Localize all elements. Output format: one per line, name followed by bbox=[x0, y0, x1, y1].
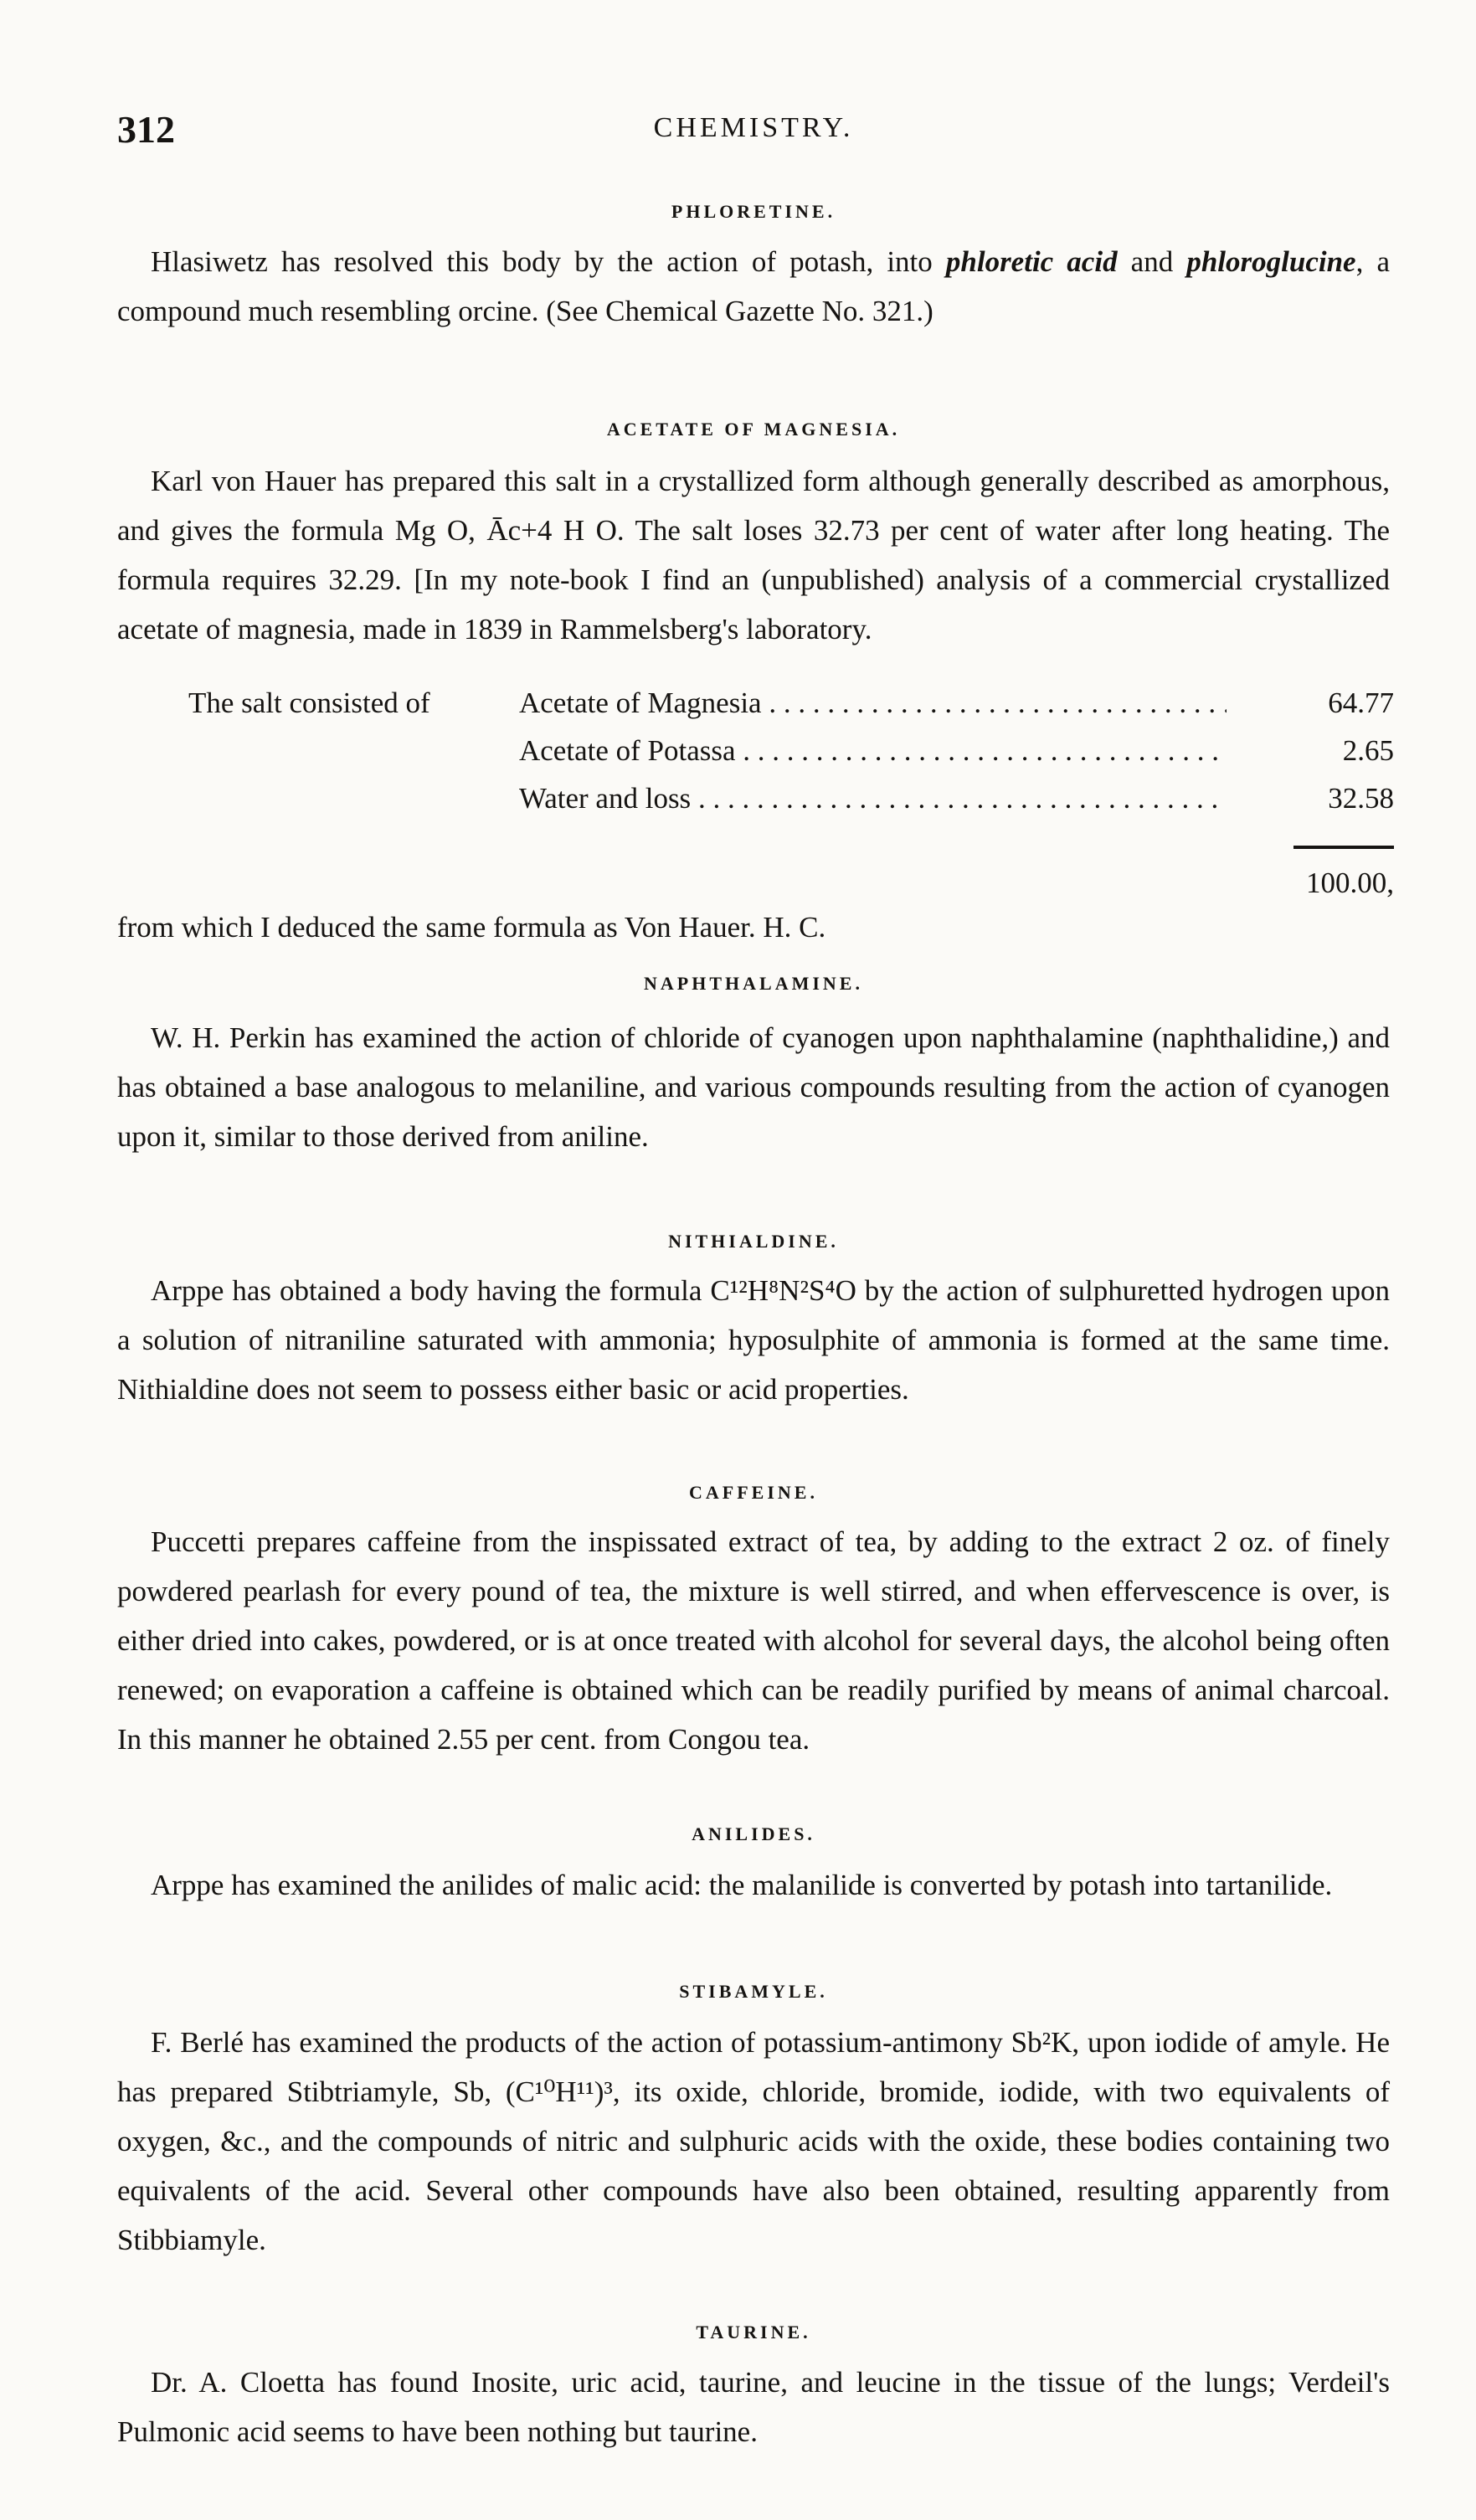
composition-row bbox=[188, 687, 1394, 734]
composition-total: 100.00, bbox=[1306, 867, 1394, 899]
paragraph-acetate-of-magnesia bbox=[117, 456, 1390, 654]
section-title-caffeine: CAFFEINE. bbox=[689, 1482, 818, 1503]
phloretine-text-3: , a compound much resembling orcine. (See Chemical Gazette No. 321.) bbox=[117, 245, 1390, 327]
composition-row bbox=[188, 782, 1394, 830]
paragraph-naphthalamine bbox=[117, 1013, 1390, 1161]
composition-item-value: 32.58 bbox=[1328, 782, 1394, 815]
phloretine-text-2: and bbox=[1117, 245, 1187, 278]
taurine-text: Dr. A. Cloetta has found Inosite, uric acid, taurine, and leucine in the tissue of the lungs; Verdeil's Pulmonic acid seems to have been nothing but taurine. bbox=[117, 2366, 1390, 2448]
stibamyle-text: F. Berlé has examined the products of the action of potassium-antimony Sb²K, upon iodide of amyle. He has prepared Stibtriamyle, Sb, (C¹⁰H¹¹)³, its oxide, chloride, bromide, iodide, with two equivalents of oxygen, &c., and the compounds of nitric and sulphuric acids with the oxide, these bodies containing two equivalents of the acid. Several other compounds have also been obtained, resulting apparently from Stibbiamyle. bbox=[117, 2026, 1390, 2256]
composition-item-name: Acetate of Potassa . . . bbox=[519, 734, 1227, 768]
section-title-stibamyle: STIBAMYLE. bbox=[679, 1981, 828, 2002]
paragraph-anilides bbox=[117, 1860, 1390, 1910]
page-number: 312 bbox=[117, 108, 175, 151]
section-title-phloretine: PHLORETINE. bbox=[671, 201, 836, 222]
caffeine-text: Puccetti prepares caffeine from the inspissated extract of tea, by adding to the extract 2 oz. of finely powdered pearlash for every pound of tea, the mixture is well stirred, and when effervescence is over, is either dried into cakes, powdered, or is at once treated with alcohol for several days, the alcohol being often renewed; on evaporation a caffeine is obtained which can be readily purified by means of animal charcoal. In this manner he obtained 2.55 per cent. from Congou tea. bbox=[117, 1525, 1390, 1756]
paragraph-caffeine bbox=[117, 1517, 1390, 1764]
section-title-naphthalamine: NAPHTHALAMINE. bbox=[644, 973, 863, 994]
composition-item-name: Water and loss . . . bbox=[519, 782, 1227, 815]
composition-item-value: 64.77 bbox=[1328, 687, 1394, 719]
paragraph-taurine bbox=[117, 2358, 1390, 2456]
sum-rule bbox=[1293, 846, 1394, 849]
paragraph-stibamyle bbox=[117, 2018, 1390, 2265]
section-title-acetate-of-magnesia: ACETATE OF MAGNESIA. bbox=[606, 419, 901, 440]
section-title-taurine: TAURINE. bbox=[696, 2322, 811, 2343]
composition-intro: The salt consisted of bbox=[188, 687, 430, 719]
acetate-text: Karl von Hauer has prepared this salt in a crystallized form although generally described as amorphous, and gives the formula Mg O, Āc+4 H O. The salt loses 32.73 per cent of water after long heating. The formula requires 32.29. [In my note-book I find an (unpublished) analysis of a commercial crystallized acetate of magnesia, made in 1839 in Rammelsberg's laboratory. bbox=[117, 465, 1390, 645]
nithialdine-text: Arppe has obtained a body having the formula C¹²H⁸N²S⁴O by the action of sulphuretted hydrogen upon a solution of nitraniline saturated with ammonia; hyposulphite of ammonia is formed at the same time. Nithialdine does not seem to possess either basic or acid properties. bbox=[117, 1274, 1390, 1406]
paragraph-acetate-closing bbox=[117, 903, 1390, 952]
anilides-text: Arppe has examined the anilides of malic acid: the malanilide is converted by potash into tartanilide. bbox=[151, 1869, 1333, 1901]
page-header bbox=[117, 107, 1390, 157]
section-title-nithialdine: NITHIALDINE. bbox=[668, 1231, 839, 1252]
composition-item-value: 2.65 bbox=[1342, 734, 1394, 767]
running-title: CHEMISTRY. bbox=[653, 112, 854, 143]
phloretine-italic-2: phloroglucine bbox=[1186, 245, 1356, 278]
phloretine-italic-1: phloretic acid bbox=[945, 245, 1118, 278]
section-title-anilides: ANILIDES. bbox=[692, 1823, 815, 1844]
paragraph-nithialdine bbox=[117, 1266, 1390, 1414]
composition-table bbox=[188, 687, 1394, 899]
naphthalamine-text: W. H. Perkin has examined the action of chloride of cyanogen upon naphthalamine (naphthalidine,) and has obtained a base analogous to melaniline, and various compounds resulting from the action of cyanogen upon it, similar to those derived from aniline. bbox=[117, 1021, 1390, 1153]
phloretine-text-1: Hlasiwetz has resolved this body by the action of potash, into bbox=[151, 245, 946, 278]
paragraph-phloretine bbox=[117, 237, 1390, 336]
composition-item-name: Acetate of Magnesia . . . bbox=[519, 687, 1227, 720]
composition-row bbox=[188, 734, 1394, 782]
acetate-closing-text: from which I deduced the same formula as Von Hauer. H. C. bbox=[117, 911, 826, 944]
